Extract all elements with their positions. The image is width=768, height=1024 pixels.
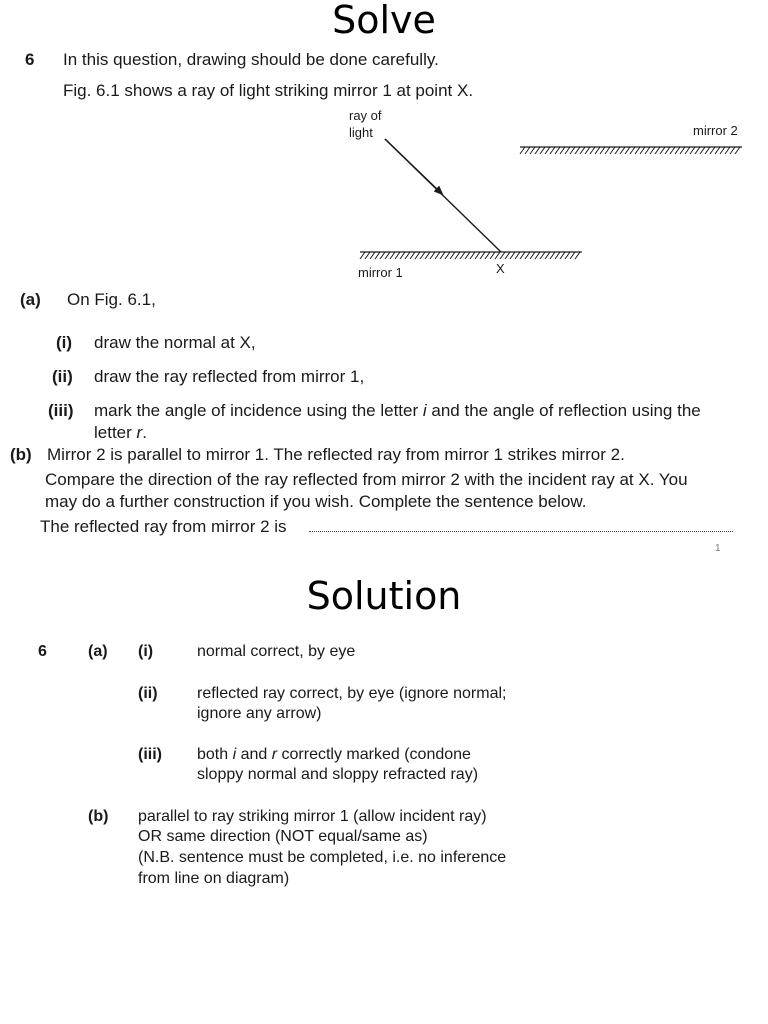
part-a-iii-text-line-2: letter r. bbox=[94, 423, 147, 442]
page-number: 1 bbox=[715, 543, 721, 554]
question-number: 6 bbox=[25, 50, 35, 69]
part-a-ii-label: (ii) bbox=[52, 367, 73, 386]
solution-a-ii-text-line-2: ignore any arrow) bbox=[197, 705, 322, 722]
solution-heading: Solution bbox=[306, 574, 462, 618]
part-a-iii-label: (iii) bbox=[48, 401, 74, 420]
solution-b-text-line-2: OR same direction (NOT equal/same as) bbox=[138, 828, 428, 845]
ray-label-line-1: ray of bbox=[349, 108, 382, 123]
solution-b-text-line-3: (N.B. sentence must be completed, i.e. no inference bbox=[138, 849, 507, 866]
solution-a-ii-label: (ii) bbox=[138, 685, 158, 702]
solution-a-iii-text-line-2: sloppy normal and sloppy refracted ray) bbox=[197, 766, 479, 783]
solution-b-text-line-1: parallel to ray striking mirror 1 (allow incident ray) bbox=[138, 808, 487, 825]
part-a-text: On Fig. 6.1, bbox=[67, 290, 156, 309]
letter-r: r bbox=[136, 423, 143, 442]
mirror-2-label: mirror 2 bbox=[693, 123, 738, 138]
part-b-sentence-start: The reflected ray from mirror 2 is bbox=[40, 517, 287, 536]
solution-a-iii-label: (iii) bbox=[138, 746, 162, 763]
part-b-text-line-3: may do a further construction if you wish. Complete the sentence below. bbox=[45, 492, 587, 511]
solution-number: 6 bbox=[38, 643, 47, 660]
part-b-text-line-2: Compare the direction of the ray reflected from mirror 2 with the incident ray at X. You bbox=[45, 470, 688, 489]
answer-dotted-line bbox=[309, 531, 733, 532]
part-a-iii-text-line-1: mark the angle of incidence using the letter i and the angle of reflection using the bbox=[94, 401, 701, 420]
solution-b-label: (b) bbox=[88, 808, 109, 825]
solution-a-label: (a) bbox=[88, 643, 108, 660]
question-intro-line-2: Fig. 6.1 shows a ray of light striking mirror 1 at point X. bbox=[63, 81, 474, 100]
mirror-1-hatching bbox=[360, 252, 580, 259]
solution-a-i-text: normal correct, by eye bbox=[197, 643, 356, 660]
ray-label-line-2: light bbox=[349, 125, 373, 140]
part-b-label: (b) bbox=[10, 445, 32, 464]
letter-i: i bbox=[422, 401, 427, 420]
mirror-1-label: mirror 1 bbox=[358, 265, 403, 280]
point-x-label: X bbox=[496, 261, 505, 276]
mirror-diagram bbox=[340, 104, 760, 284]
solution-b-text-line-4: from line on diagram) bbox=[138, 870, 290, 887]
part-a-ii-text: draw the ray reflected from mirror 1, bbox=[94, 367, 365, 386]
solution-a-iii-text-line-1: both i and r correctly marked (condone bbox=[197, 746, 471, 763]
mirror-2-hatching bbox=[520, 147, 740, 154]
part-b-text-line-1: Mirror 2 is parallel to mirror 1. The reflected ray from mirror 1 strikes mirror 2. bbox=[47, 445, 625, 464]
solve-heading: Solve bbox=[332, 0, 436, 42]
letter-i: i bbox=[232, 746, 237, 763]
solution-a-ii-text-line-1: reflected ray correct, by eye (ignore normal; bbox=[197, 685, 507, 702]
part-a-label: (a) bbox=[20, 290, 41, 309]
letter-r: r bbox=[271, 746, 278, 763]
incident-ray-arrow bbox=[385, 139, 440, 192]
question-intro-line-1: In this question, drawing should be done carefully. bbox=[63, 50, 439, 69]
solution-a-i-label: (i) bbox=[138, 643, 154, 660]
part-a-i-text: draw the normal at X, bbox=[94, 333, 256, 352]
part-a-i-label: (i) bbox=[56, 333, 73, 352]
